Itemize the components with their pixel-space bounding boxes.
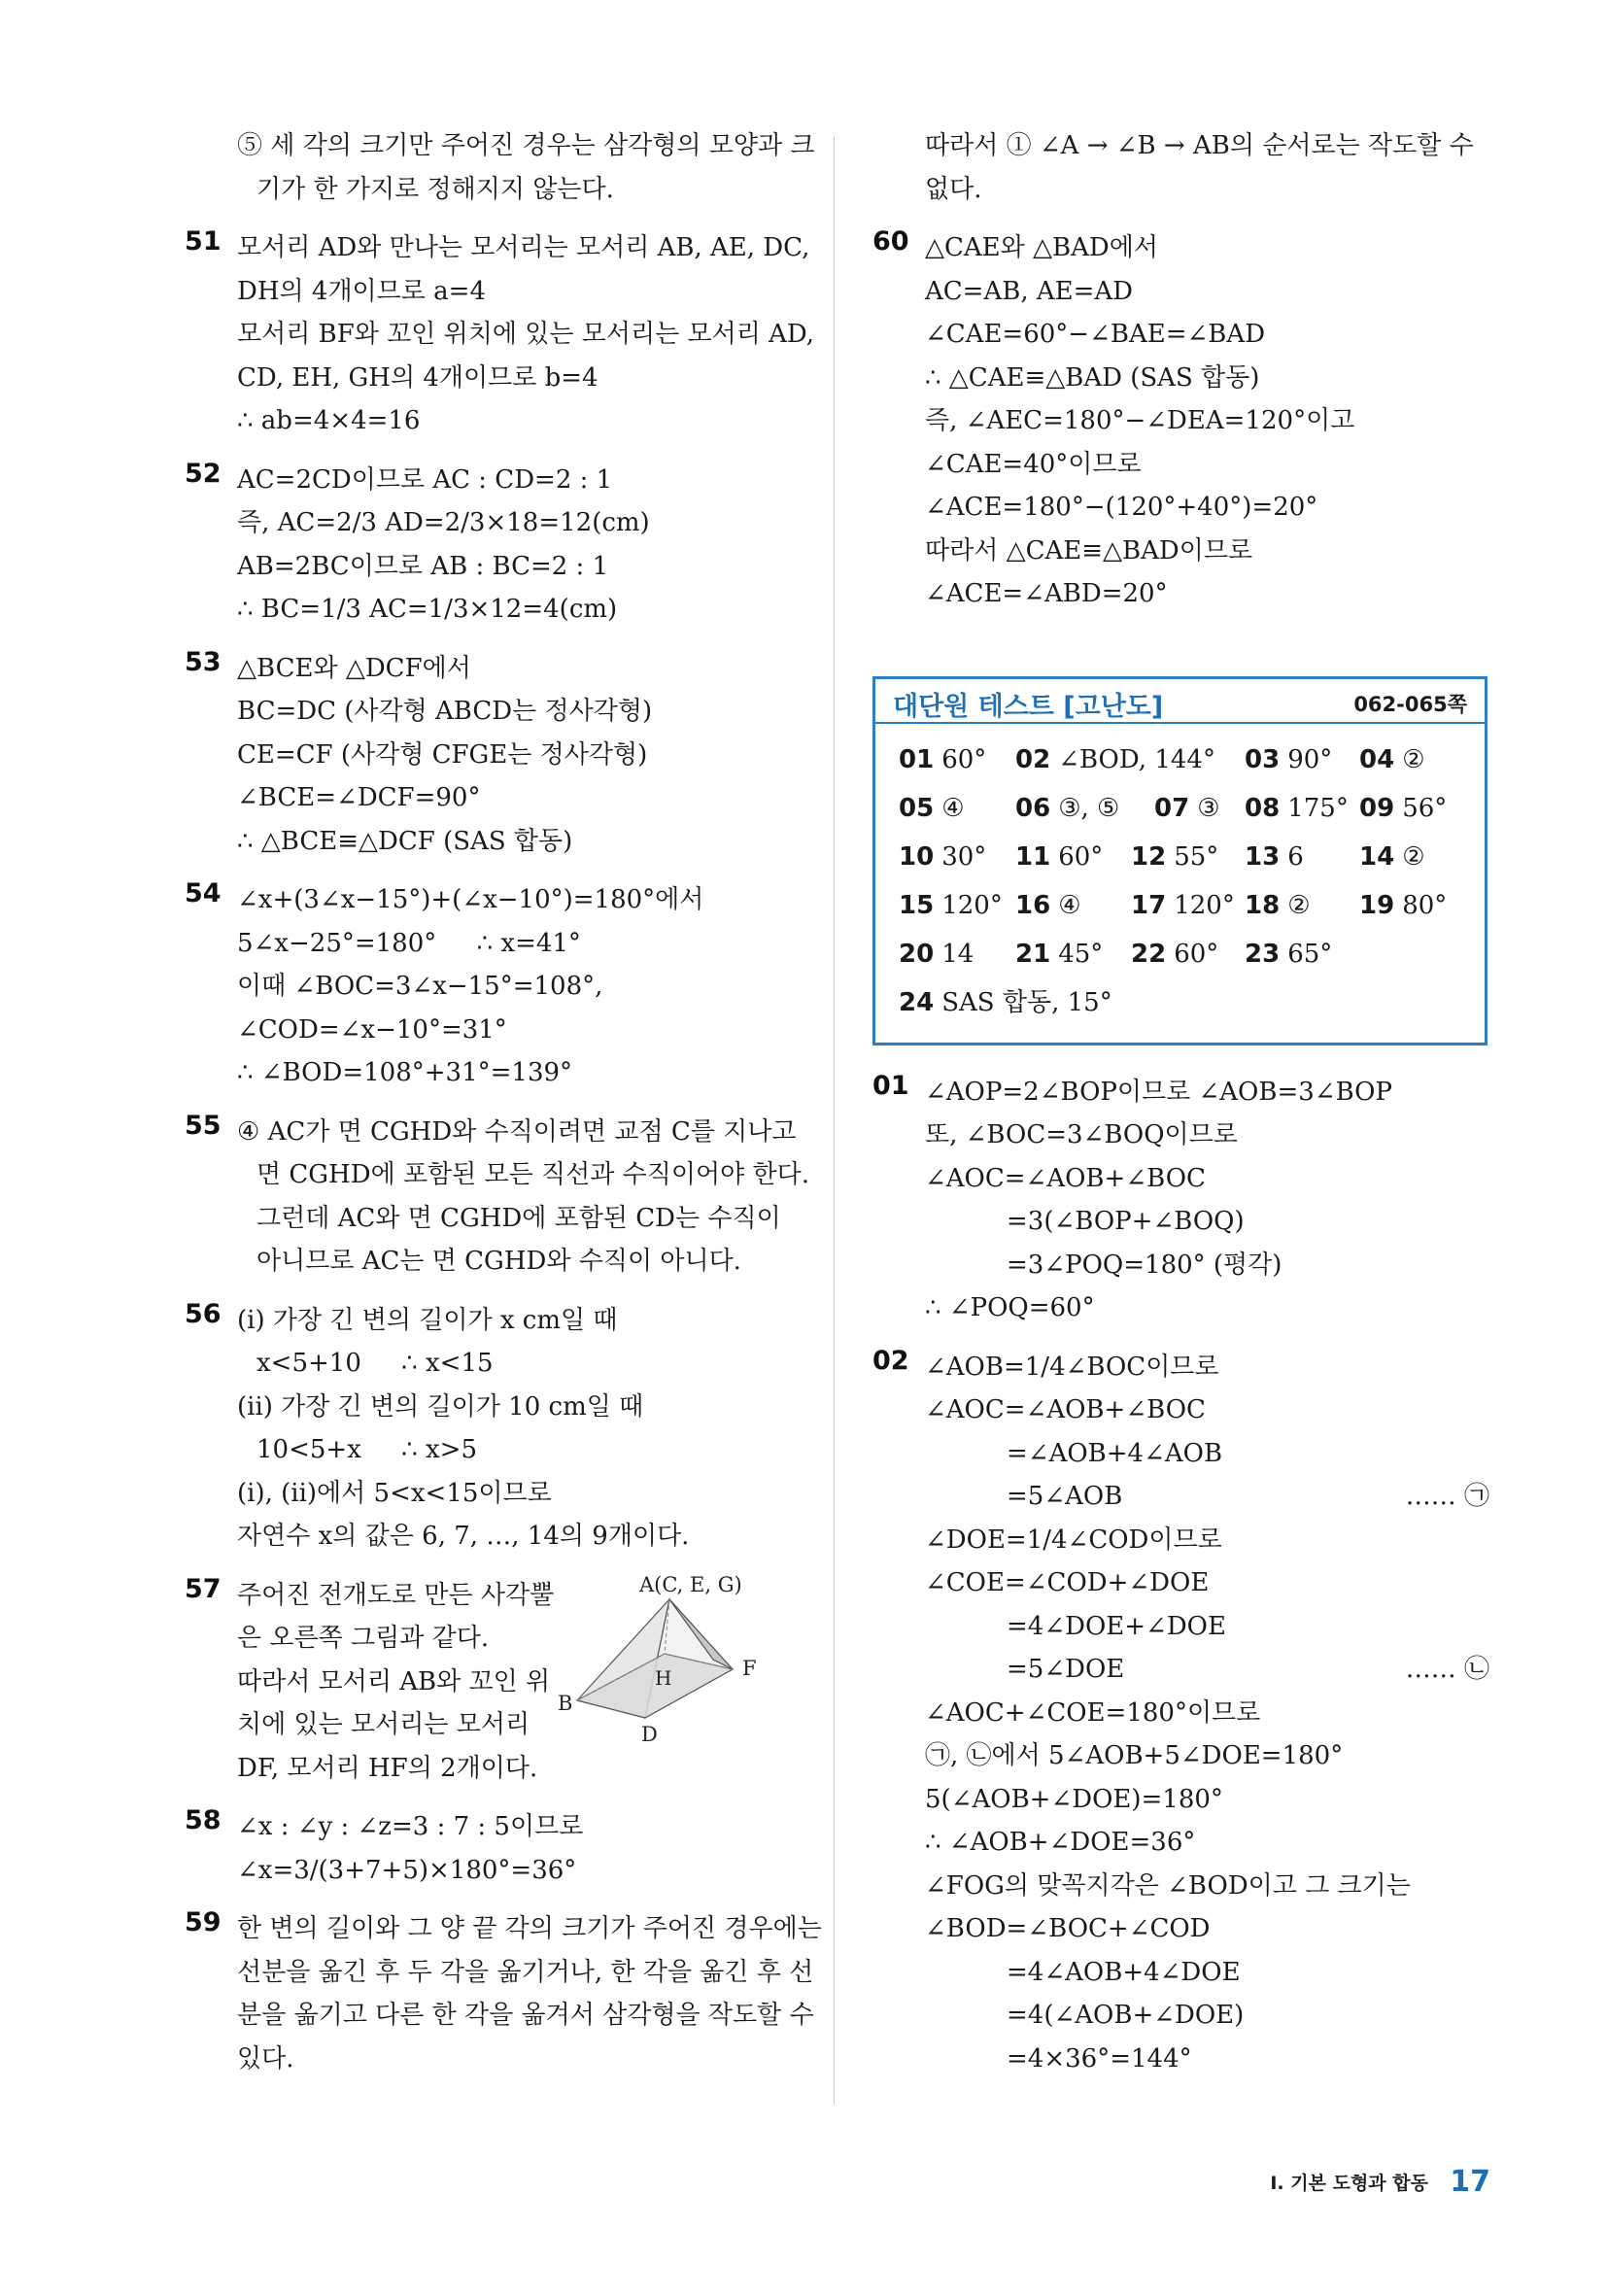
answer-item [1015,736,1215,784]
text-line: (ⅱ) 가장 긴 변의 길이가 10 cm일 때 [237,1391,644,1422]
answer-item [1154,784,1220,833]
text-line: ∠x=3/(3+7+5)×180°=36° [237,1855,577,1885]
text-line: DH의 4개이므로 a=4 [237,276,486,306]
answer-number: 03 [1245,744,1281,774]
column-divider [834,136,835,2104]
equation-mark-1: …… ㉠ [1405,1482,1489,1511]
label-f: F [742,1656,757,1680]
answer-value: 56° [1402,793,1448,823]
text-line: ∠DOE=1/4∠COD이므로 [925,1525,1222,1555]
answer-value: 6 [1287,841,1304,872]
text-line: 따라서 모서리 AB와 꼬인 위 [237,1666,551,1696]
text-line: =∠AOB+4∠AOB [1007,1438,1223,1468]
problem-number: 53 [185,646,222,677]
answer-item [899,736,986,784]
answer-value: 175° [1287,793,1349,823]
answer-item [1245,930,1332,978]
answer-number: 11 [1015,841,1051,872]
answer-row [899,784,1485,833]
text-line: ∠x : ∠y : ∠z=3 : 7 : 5이므로 [237,1812,584,1841]
text-line: ∠x+(3∠x−15°)+(∠x−10°)=180°에서 [237,885,704,914]
text-line: 모서리 AD와 만나는 모서리는 모서리 AB, AE, DC, [237,233,810,262]
problem-54 [185,878,799,1095]
text-line: =3(∠BOP+∠BOQ) [1007,1207,1245,1236]
problem-50-continued [237,124,815,211]
text-line: 기가 한 가지로 정해지지 않는다. [256,174,614,204]
problem-number: 55 [185,1110,222,1141]
answer-item [1359,833,1425,881]
answer-item [1131,833,1218,881]
text-line: =4×36°=144° [1007,2043,1192,2073]
text-line: ⑤ 세 각의 크기만 주어진 경우는 삼각형의 모양과 크 [237,131,815,160]
problem-56 [185,1299,799,1559]
answer-item [1015,784,1119,833]
answer-number: 05 [899,793,935,823]
answer-value: 90° [1287,744,1333,774]
problem-55 [185,1110,810,1284]
text-line: ㉠, ㉡에서 5∠AOB+5∠DOE=180° [925,1741,1344,1770]
answer-value: ③ [1197,793,1220,823]
answer-value: 60° [941,744,987,774]
text-line: ∠AOC=∠AOB+∠BOC [925,1163,1206,1193]
text-line: ∠FOG의 맞꼭지각은 ∠BOD이고 그 크기는 [925,1870,1411,1901]
text-line: ∠COD=∠x−10°=31° [237,1014,507,1045]
problem-59 [185,1907,822,2080]
answer-number: 09 [1359,793,1395,823]
text-line: 선분을 옮긴 후 두 각을 옮기거나, 한 각을 옮긴 후 선 [237,1957,814,1987]
answer-key-box [872,676,1487,1045]
answer-value: 120° [941,890,1003,920]
answer-value: 45° [1058,939,1104,969]
problem-number: 01 [872,1070,909,1101]
answer-number: 18 [1245,890,1281,920]
page-footer [1270,2165,1490,2204]
answer-row [899,978,1485,1027]
answer-number: 08 [1245,793,1281,823]
text-line: ∠CAE=40°이므로 [925,449,1142,479]
text-line: ∠ACE=180°−(120°+40°)=20° [925,493,1318,522]
text-line: 모서리 BF와 꼬인 위치에 있는 모서리는 모서리 AD, [237,320,815,349]
text-line: 10<5+x ∴ x>5 [256,1435,477,1464]
text-line: 따라서 △CAE≡△BAD이므로 [925,535,1253,565]
text-line: ∴ ∠POQ=60° [925,1293,1095,1322]
text-line: 자연수 x의 값은 6, 7, …, 14의 9개이다. [237,1522,690,1551]
answer-number: 21 [1015,939,1051,969]
answer-item [1359,736,1425,784]
problem-59-continued [925,124,1489,211]
text-line: =4(∠AOB+∠DOE) [1007,2001,1245,2030]
answer-item [1131,881,1235,930]
text-line [925,1648,1489,1692]
answer-row [899,930,1485,978]
text-line: 또, ∠BOC=3∠BOQ이므로 [925,1120,1238,1149]
answer-number: 22 [1131,939,1167,969]
answer-value: ④ [1058,890,1081,920]
label-d: D [641,1722,658,1746]
answer-value: ② [1287,890,1311,920]
text-line: 즉, AC=2/3 AD=2/3×18=12(cm) [237,508,650,537]
right-column [872,124,1489,2096]
text-line: ∠BOD=∠BOC+∠COD [925,1914,1211,1943]
solution-01 [872,1071,1489,1330]
text-line: ∠AOP=2∠BOP이므로 ∠AOB=3∠BOP [925,1077,1392,1107]
answer-number: 01 [899,744,935,774]
problem-number: 56 [185,1298,222,1329]
equation-text: =5∠AOB [1007,1482,1123,1511]
problem-53 [185,647,799,864]
text-line: 따라서 ① ∠A → ∠B → AB의 순서로는 작도할 수 [925,131,1474,160]
text-line: ∴ △CAE≡△BAD (SAS 합동) [925,362,1260,393]
text-line: ④ AC가 면 CGHD와 수직이려면 교점 C를 지나고 [237,1116,797,1147]
text-line: (ⅰ), (ⅱ)에서 5<x<15이므로 [237,1478,552,1508]
text-line: △CAE와 △BAD에서 [925,233,1158,262]
answer-item [1359,881,1447,930]
answer-value: ④ [941,793,965,823]
text-line: 아니므로 AC는 면 CGHD와 수직이 아니다. [256,1247,741,1276]
answer-number: 12 [1131,841,1167,872]
text-line: 치에 있는 모서리는 모서리 [237,1710,530,1739]
text-line: 은 오른쪽 그림과 같다. [237,1624,490,1653]
text-line: 면 CGHD에 포함된 모든 직선과 수직이어야 한다. [256,1160,810,1189]
answer-row [899,736,1485,784]
answer-box-pages: 062-065쪽 [1353,692,1467,716]
text-line: ∠COE=∠COD+∠DOE [925,1568,1210,1597]
answer-box-header [875,679,1485,724]
answer-number: 06 [1015,793,1051,823]
equation-mark-2: …… ㉡ [1405,1655,1489,1684]
answer-item [1359,784,1447,833]
problem-number: 60 [872,226,909,257]
answer-value: ② [1402,744,1425,774]
text-line: ∴ △BCE≡△DCF (SAS 합동) [237,826,573,856]
answer-item [899,881,1003,930]
text-line: 즉, ∠AEC=180°−∠DEA=120°이고 [925,406,1355,435]
answer-value: 55° [1174,841,1219,872]
chapter-title: Ⅰ. 기본 도형과 합동 [1270,2173,1428,2194]
answer-number: 16 [1015,890,1051,920]
answer-item [1131,930,1218,978]
label-h: H [655,1665,672,1690]
pyramid-figure [558,1572,801,1757]
answer-number: 13 [1245,841,1281,872]
text-line: ∠AOB=1/4∠BOC이므로 [925,1352,1219,1382]
text-line: ∴ ∠AOB+∠DOE=36° [925,1828,1196,1857]
answer-number: 15 [899,890,935,920]
answer-value: ③, ⑤ [1058,793,1120,823]
answer-number: 19 [1359,890,1395,920]
text-line: =4∠DOE+∠DOE [1007,1611,1226,1641]
answer-number: 07 [1154,793,1190,823]
text-line: ∠AOC+∠COE=180°이므로 [925,1697,1261,1728]
answer-value: 60° [1058,841,1104,872]
answer-value: ∠BOD, 144° [1058,744,1215,774]
text-line [925,1475,1489,1519]
problem-60 [872,226,1489,616]
problem-number: 51 [185,226,222,257]
answer-item [899,978,1112,1027]
text-line: AC=2CD이므로 AC : CD=2 : 1 [237,464,613,495]
answer-number: 04 [1359,744,1395,774]
answer-number: 20 [899,939,935,969]
answer-row [899,833,1485,881]
text-line: CE=CF (사각형 CFGE는 정사각형) [237,739,648,770]
text-line: =3∠POQ=180° (평각) [1007,1250,1282,1280]
text-line: ∠BCE=∠DCF=90° [237,783,481,812]
text-line: ∴ ab=4×4=16 [237,406,421,435]
problem-52 [185,459,799,632]
answer-number: 23 [1245,939,1281,969]
answer-grid [875,724,1485,1027]
problem-number: 52 [185,458,222,489]
text-line: BC=DC (사각형 ABCD는 정사각형) [237,697,653,726]
problem-number: 54 [185,878,222,908]
text-line: (ⅰ) 가장 긴 변의 길이가 x cm일 때 [237,1305,618,1335]
problem-number: 58 [185,1805,222,1835]
answer-number: 24 [899,987,935,1017]
text-line: ∴ ∠BOD=108°+31°=139° [237,1058,573,1087]
answer-item [1015,930,1103,978]
text-line: AC=AB, AE=AD [925,276,1134,306]
text-line: 없다. [925,174,982,204]
answer-item [1245,881,1311,930]
text-line: CD, EH, GH의 4개이므로 b=4 [237,362,598,393]
text-line: 5(∠AOB+∠DOE)=180° [925,1784,1223,1814]
text-line: 5∠x−25°=180° ∴ x=41° [237,928,581,958]
answer-item [899,833,986,881]
answer-item [899,784,965,833]
answer-box-title: 대단원 테스트 [고난도] [893,691,1164,722]
answer-value: 14 [941,939,974,969]
answer-item [1245,736,1332,784]
text-line: DF, 모서리 HF의 2개이다. [237,1753,538,1783]
problem-number: 02 [872,1345,909,1376]
text-line: ∠CAE=60°−∠BAE=∠BAD [925,320,1266,349]
text-line: ∠ACE=∠ABD=20° [925,579,1168,608]
answer-item [899,930,974,978]
text-line: 그런데 AC와 면 CGHD에 포함된 CD는 수직이 [256,1203,781,1233]
answer-value: SAS 합동, 15° [941,987,1112,1017]
problem-57 [185,1574,799,1791]
answer-item [1015,881,1081,930]
answer-number: 14 [1359,841,1395,872]
text-line: x<5+10 ∴ x<15 [256,1349,494,1378]
page-number: 17 [1450,2165,1490,2199]
answer-item [1245,833,1304,881]
text-line: =4∠AOB+4∠DOE [1007,1957,1241,1987]
answer-item [1245,784,1349,833]
text-line: 분을 옮기고 다른 한 각을 옮겨서 삼각형을 작도할 수 [237,2001,814,2030]
answer-value: 120° [1174,890,1235,920]
problem-number: 59 [185,1907,222,1937]
text-line: ∴ BC=1/3 AC=1/3×12=4(cm) [237,595,618,624]
problem-number: 57 [185,1573,222,1604]
answer-value: 60° [1174,939,1219,969]
solution-02 [872,1346,1489,2081]
answer-number: 10 [899,841,935,872]
problem-51 [185,226,815,443]
text-line: 있다. [237,2043,294,2073]
text-line: 주어진 전개도로 만든 사각뿔 [237,1580,555,1610]
answer-value: ② [1402,841,1425,872]
left-column [185,124,822,2096]
answer-row [899,881,1485,930]
label-apex: A(C, E, G) [639,1572,742,1596]
answer-value: 80° [1402,890,1448,920]
text-line: AB=2BC이므로 AB : BC=2 : 1 [237,551,609,581]
answer-number: 17 [1131,890,1167,920]
problem-58 [185,1805,799,1892]
answer-number: 02 [1015,744,1051,774]
text-line: 한 변의 길이와 그 양 끝 각의 크기가 주어진 경우에는 [237,1914,822,1943]
answer-value: 30° [941,841,987,872]
text-line: △BCE와 △DCF에서 [237,653,471,683]
label-b: B [558,1691,573,1715]
answer-item [1015,833,1103,881]
text-line: ∠AOC=∠AOB+∠BOC [925,1395,1206,1424]
answer-value: 65° [1287,939,1333,969]
text-line: 이때 ∠BOC=3∠x−15°=108°, [237,972,603,1001]
equation-text: =5∠DOE [1007,1655,1125,1684]
